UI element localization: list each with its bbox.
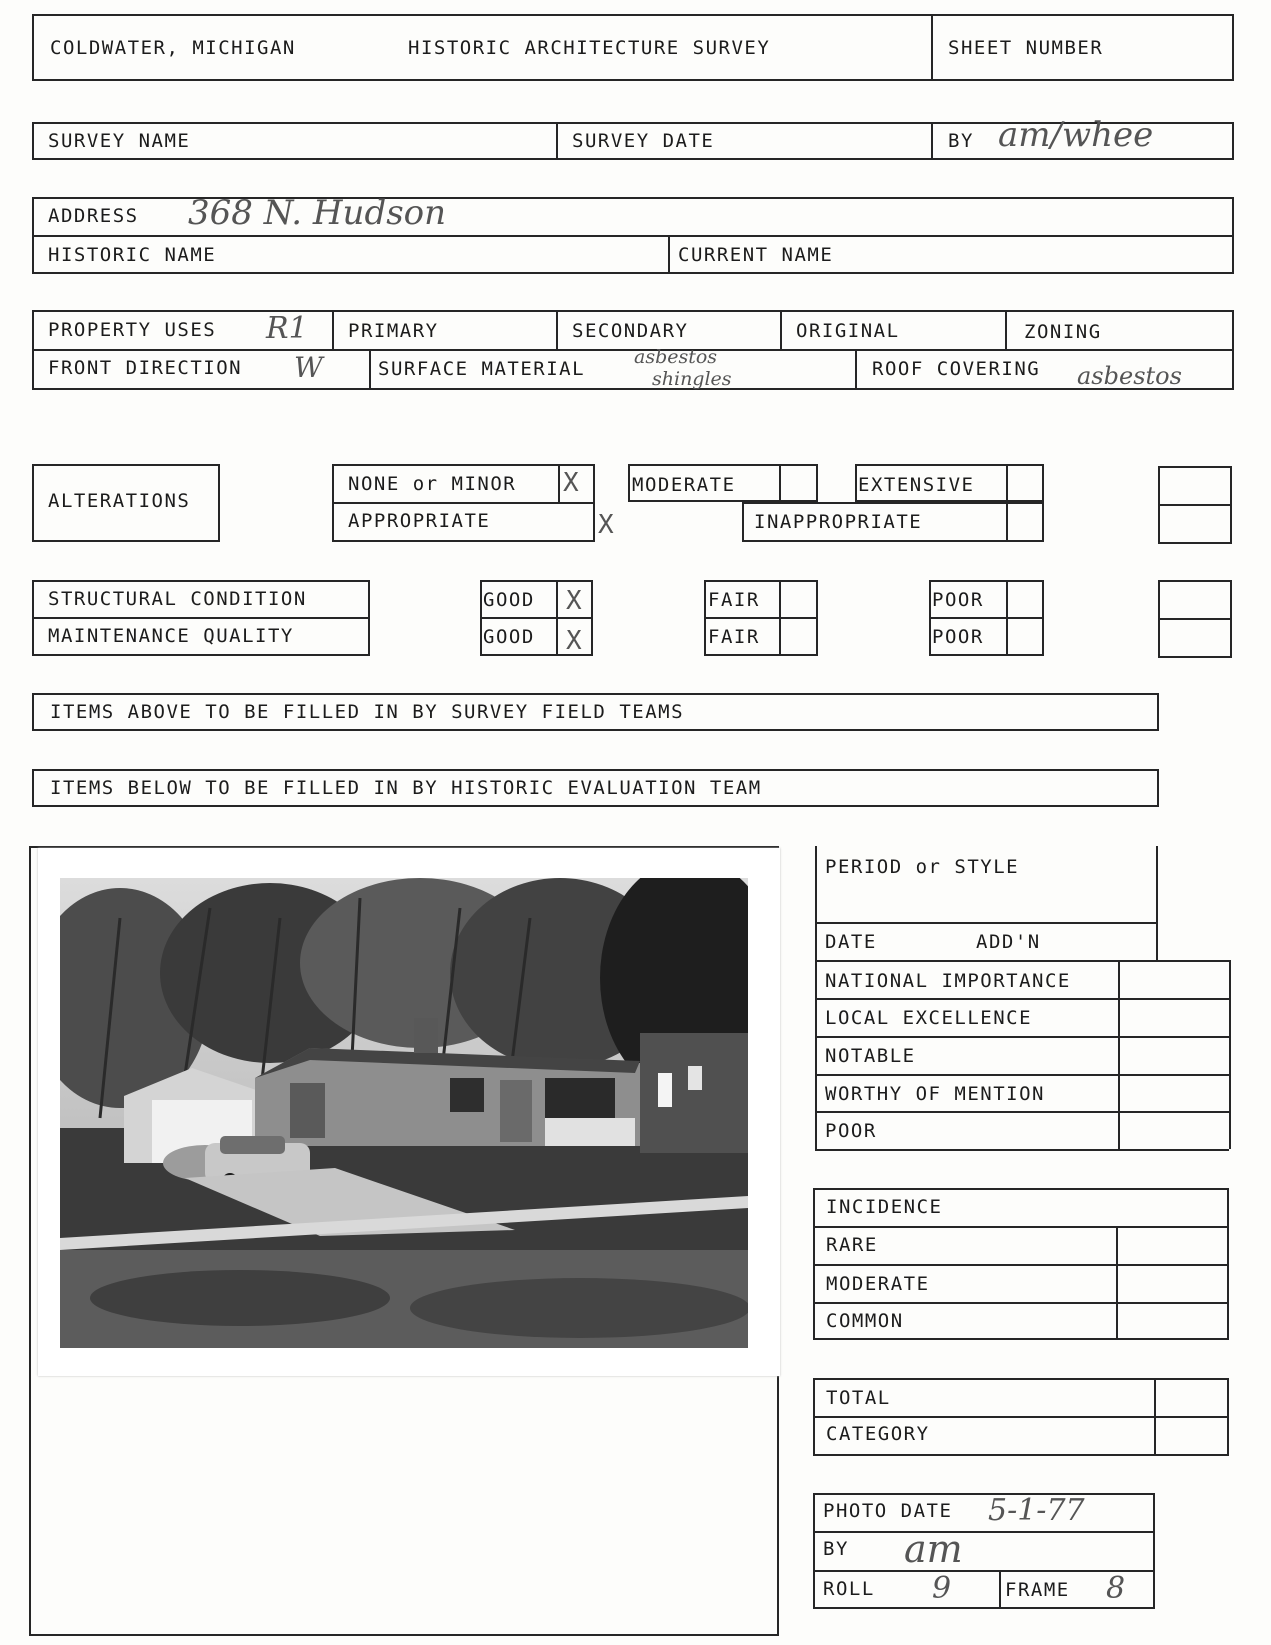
- maintenance-good-label: GOOD: [483, 626, 535, 648]
- property-divider-3: [780, 310, 782, 349]
- property-divider-1: [332, 310, 334, 349]
- survey-by-label: BY: [948, 130, 974, 152]
- eval-line-5: [815, 1074, 1229, 1076]
- category-label: CATEGORY: [826, 1423, 930, 1445]
- header-title: HISTORIC ARCHITECTURE SURVEY: [408, 37, 771, 59]
- house-photo-image: [60, 878, 748, 1348]
- structural-condition-label: STRUCTURAL CONDITION: [48, 588, 307, 610]
- original-label: ORIGINAL: [796, 320, 900, 342]
- moderate-check-divider: [779, 464, 781, 502]
- zoning-label: ZONING: [1024, 321, 1102, 343]
- photo-info-line-1: [813, 1531, 1155, 1533]
- survey-divider-2: [931, 122, 933, 160]
- address-divider-v: [668, 235, 670, 274]
- poor-check-divider: [1006, 580, 1008, 656]
- roof-covering-label: ROOF COVERING: [872, 358, 1041, 380]
- local-excellence-label: LOCAL EXCELLENCE: [825, 1007, 1033, 1029]
- survey-by-value: am/whee: [998, 115, 1154, 155]
- property-divider-6: [855, 349, 857, 390]
- roof-covering-value: asbestos: [1077, 362, 1182, 390]
- front-direction-label: FRONT DIRECTION: [48, 357, 243, 379]
- incidence-line-3: [813, 1302, 1229, 1304]
- structural-good-mark: X: [566, 586, 582, 616]
- alterations-options-mid: [332, 502, 595, 504]
- photo-by-label: BY: [823, 1538, 849, 1560]
- survey-divider-1: [556, 122, 558, 160]
- incidence-line-1: [813, 1226, 1229, 1228]
- sheet-number-label: SHEET NUMBER: [948, 37, 1104, 59]
- surface-material-value-1: asbestos: [634, 346, 718, 368]
- property-divider-2: [556, 310, 558, 349]
- moderate-label: MODERATE: [632, 474, 736, 496]
- note-below: ITEMS BELOW TO BE FILLED IN BY HISTORIC EVALUATION TEAM: [50, 777, 762, 799]
- rare-label: RARE: [826, 1234, 878, 1256]
- fair-check-divider: [779, 580, 781, 656]
- property-divider-h: [32, 349, 1234, 351]
- primary-label: PRIMARY: [348, 320, 439, 342]
- eval-right-line: [1156, 846, 1158, 960]
- appropriate-mark: X: [598, 510, 614, 540]
- eval-line-6: [815, 1111, 1229, 1113]
- notable-label: NOTABLE: [825, 1045, 916, 1067]
- secondary-label: SECONDARY: [572, 320, 689, 342]
- eval-line-7: [815, 1149, 1229, 1151]
- incidence-line-2: [813, 1264, 1229, 1266]
- property-uses-label: PROPERTY USES: [48, 319, 217, 341]
- structural-good-label: GOOD: [483, 589, 535, 611]
- surface-material-label: SURFACE MATERIAL: [378, 358, 586, 380]
- national-importance-label: NATIONAL IMPORTANCE: [825, 970, 1071, 992]
- good-check-divider: [556, 580, 558, 656]
- photo-date-value: 5-1-77: [988, 1493, 1085, 1528]
- surface-material-value-2: shingles: [652, 368, 732, 390]
- none-minor-check-divider: [558, 464, 560, 502]
- eval-score-right: [1229, 960, 1231, 1149]
- roll-label: ROLL: [823, 1578, 875, 1600]
- incidence-score-divider: [1116, 1226, 1118, 1340]
- worthy-of-mention-label: WORTHY OF MENTION: [825, 1083, 1045, 1105]
- front-direction-value: W: [294, 351, 323, 384]
- photo-date-label: PHOTO DATE: [823, 1500, 953, 1522]
- frame-value: 8: [1106, 1571, 1126, 1606]
- incidence-moderate-label: MODERATE: [826, 1273, 930, 1295]
- none-minor-mark: X: [563, 468, 579, 498]
- structural-poor-label: POOR: [932, 589, 984, 611]
- address-divider-h: [32, 235, 1234, 237]
- photo-info-roll-divider: [999, 1570, 1001, 1609]
- common-label: COMMON: [826, 1310, 904, 1332]
- historic-name-label: HISTORIC NAME: [48, 244, 217, 266]
- maintenance-good-mark: X: [566, 626, 582, 656]
- fair-box-mid: [704, 617, 818, 619]
- frame-label: FRAME: [1005, 1579, 1070, 1601]
- total-score-divider: [1154, 1378, 1156, 1456]
- current-name-label: CURRENT NAME: [678, 244, 834, 266]
- eval-line-4: [815, 1036, 1229, 1038]
- note-above: ITEMS ABOVE TO BE FILLED IN BY SURVEY FIELD TEAMS: [50, 701, 685, 723]
- poor-box-mid: [929, 617, 1044, 619]
- eval-line-1: [815, 922, 1156, 924]
- alterations-label: ALTERATIONS: [48, 490, 191, 512]
- none-minor-label: NONE or MINOR: [348, 473, 517, 495]
- condition-label-mid: [32, 617, 370, 619]
- property-divider-4: [1005, 310, 1007, 349]
- survey-date-label: SURVEY DATE: [572, 130, 715, 152]
- survey-name-label: SURVEY NAME: [48, 130, 191, 152]
- maintenance-fair-label: FAIR: [708, 626, 760, 648]
- eval-line-3: [815, 998, 1229, 1000]
- good-box-mid: [480, 617, 593, 619]
- address-value: 368 N. Hudson: [188, 193, 447, 233]
- photo-info-line-2: [813, 1570, 1155, 1572]
- eval-line-2: [815, 960, 1229, 962]
- condition-score-mid: [1158, 618, 1232, 620]
- appropriate-label: APPROPRIATE: [348, 510, 491, 532]
- maintenance-poor-label: POOR: [932, 626, 984, 648]
- total-mid-line: [813, 1416, 1229, 1418]
- extensive-label: EXTENSIVE: [858, 474, 975, 496]
- header-divider: [931, 14, 933, 81]
- maintenance-quality-label: MAINTENANCE QUALITY: [48, 625, 294, 647]
- property-uses-value: R1: [266, 311, 308, 346]
- eval-date-label: DATE: [825, 931, 877, 953]
- eval-score-divider: [1118, 960, 1120, 1149]
- structural-fair-label: FAIR: [708, 589, 760, 611]
- address-label: ADDRESS: [48, 205, 139, 227]
- inappropriate-label: INAPPROPRIATE: [754, 511, 923, 533]
- alterations-score-mid: [1158, 504, 1232, 506]
- photo-by-value: am: [904, 1527, 963, 1571]
- total-label: TOTAL: [826, 1387, 891, 1409]
- eval-poor-label: POOR: [825, 1120, 877, 1142]
- eval-addn-label: ADD'N: [976, 931, 1041, 953]
- house-photo: [38, 848, 780, 1376]
- period-style-label: PERIOD or STYLE: [825, 856, 1020, 878]
- header-city: COLDWATER, MICHIGAN: [50, 37, 296, 59]
- property-divider-5: [369, 349, 371, 390]
- roll-value: 9: [932, 1571, 952, 1606]
- incidence-label: INCIDENCE: [826, 1196, 943, 1218]
